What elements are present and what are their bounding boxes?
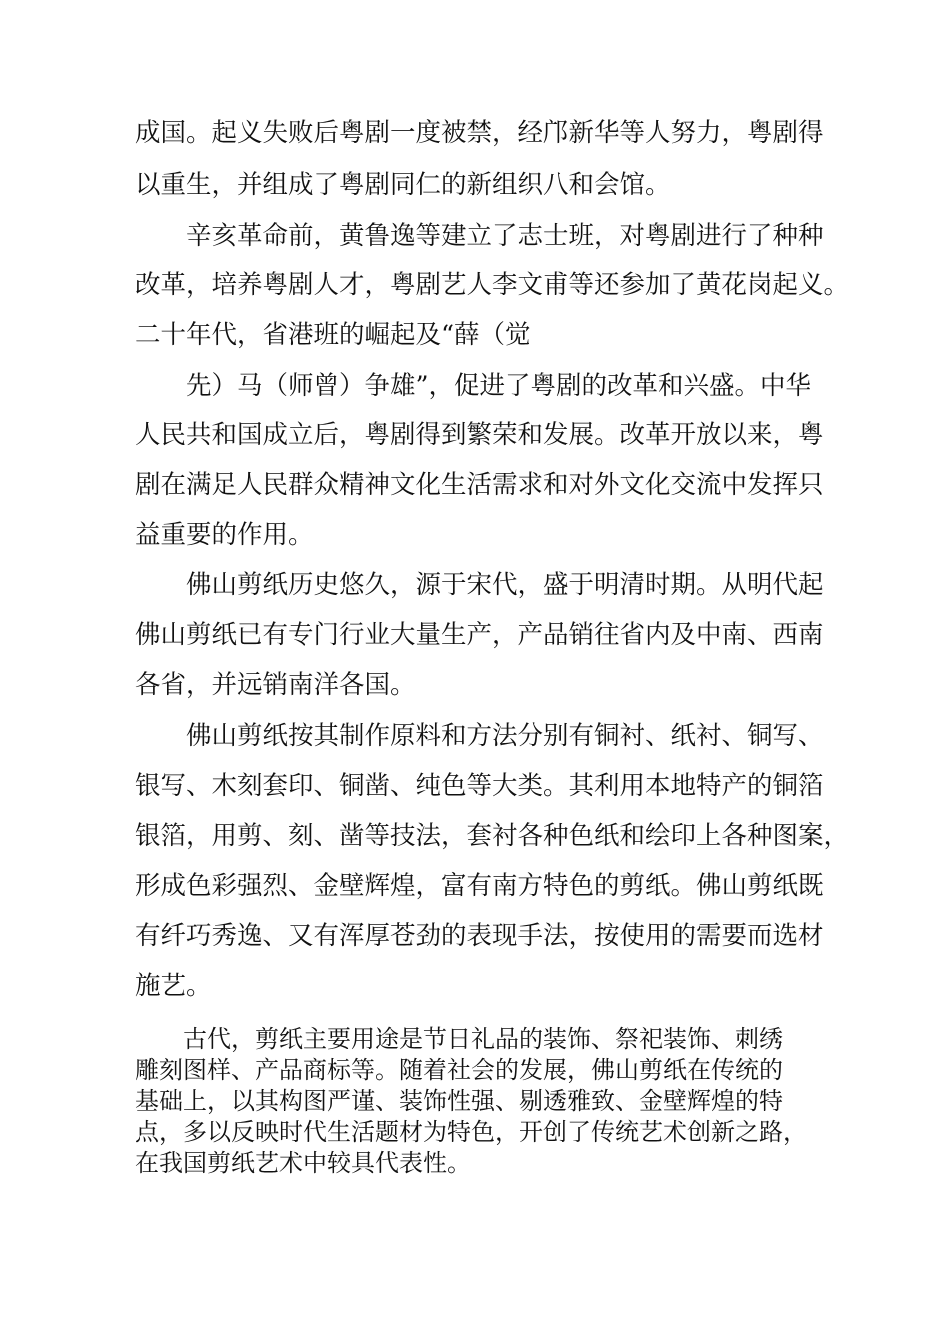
text-line: 各省，并远销南洋各国。 — [135, 670, 416, 700]
text-line: 古代，剪纸主要用途是节日礼品的装饰、祭祀装饰、刺绣 — [135, 1025, 783, 1053]
text-line: 剧在满足人民群众精神文化生活需求和对外文化交流中发挥只 — [135, 470, 824, 500]
text-line: 二十年代，省港班的崛起及“薛（觉 — [135, 320, 531, 350]
text-line: 在我国剪纸艺术中较具代表性。 — [135, 1149, 471, 1177]
text-line: 成国。起义失败后粤剧一度被禁，经邝新华等人努力，粤剧得 — [135, 118, 824, 148]
text-line: 佛山剪纸按其制作原料和方法分别有铜衬、纸衬、铜写、 — [135, 721, 824, 751]
text-line: 佛山剪纸已有专门行业大量生产，产品销往省内及中南、西南 — [135, 620, 824, 650]
text-line: 益重要的作用。 — [135, 520, 314, 550]
text-line: 雕刻图样、产品商标等。随着社会的发展，佛山剪纸在传统的 — [135, 1056, 783, 1084]
text-line: 基础上，以其构图严谨、装饰性强、剔透雅致、金壁辉煌的特 — [135, 1087, 783, 1115]
text-line: 点，多以反映时代生活题材为特色，开创了传统艺术创新之路， — [135, 1118, 807, 1146]
text-line: 施艺。 — [135, 971, 212, 1001]
text-line: 辛亥革命前，黄鲁逸等建立了志士班，对粤剧进行了种种 — [135, 221, 824, 251]
text-line: 银写、木刻套印、铜凿、纯色等大类。其利用本地特产的铜箔 — [135, 771, 824, 801]
text-line: 有纤巧秀逸、又有浑厚苍劲的表现手法，按使用的需要而选材 — [135, 921, 824, 951]
text-line: 形成色彩强烈、金壁辉煌，富有南方特色的剪纸。佛山剪纸既 — [135, 871, 824, 901]
text-line: 先）马（师曾）争雄”，促进了粤剧的改革和兴盛。中华 — [135, 371, 812, 401]
text-line: 银箔，用剪、刻、凿等技法，套衬各种色纸和绘印上各种图案， — [135, 821, 850, 851]
text-line: 人民共和国成立后，粤剧得到繁荣和发展。改革开放以来，粤 — [135, 420, 824, 450]
text-line: 改革，培养粤剧人才，粤剧艺人李文甫等还参加了黄花岗起义。 — [135, 270, 850, 300]
text-line: 佛山剪纸历史悠久，源于宋代，盛于明清时期。从明代起 — [135, 570, 824, 600]
text-line: 以重生，并组成了粤剧同仁的新组织八和会馆。 — [135, 170, 671, 200]
